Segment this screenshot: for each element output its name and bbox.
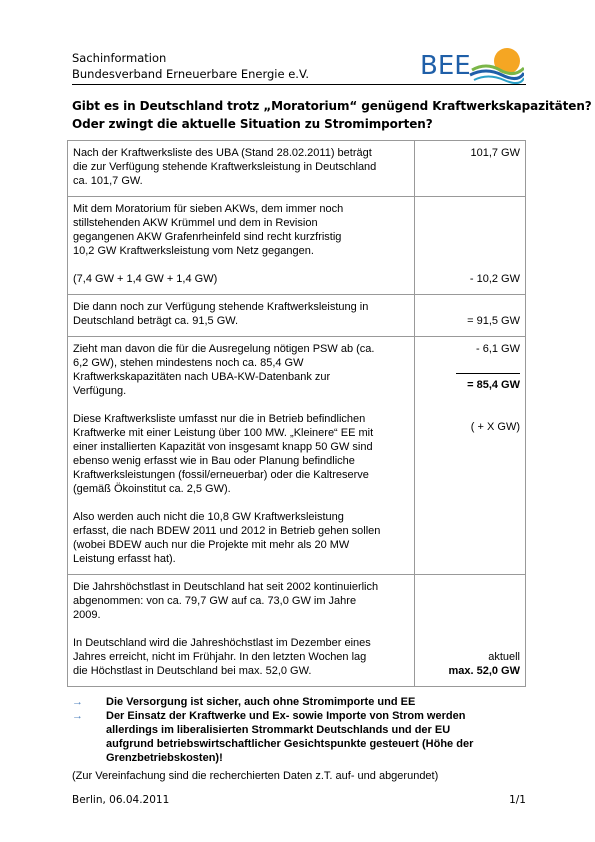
table-row [68,295,526,337]
text-line: Zieht man davon die für die Ausregelung nötigen PSW ab (ca. [73,343,375,355]
text-line: Kraftwerke mit einer Leistung über 100 MW. „Kleinere“ EE mit [73,427,374,439]
text-line: (7,4 GW + 1,4 GW + 1,4 GW) [73,273,218,285]
text-line: ebenso wenig erfasst wie in Bau oder Planung befindliche [73,455,355,467]
table-row [68,575,526,687]
row-text [68,575,415,687]
header-line-1: Sachinformation [72,51,167,65]
bee-logo [420,44,524,86]
arrow-right-icon: → [72,696,83,708]
text-line: Kraftwerkskapazitäten nach UBA-KW-Datenbank zur [73,371,331,383]
row-text [68,141,415,197]
header-divider [72,84,526,85]
text-line: Also werden auch nicht die 10,8 GW Kraftwerksleistung [73,511,344,523]
text-line: 10,2 GW Kraftwerksleistung vom Netz gegangen. [73,245,314,257]
text-line: 2009. [73,609,101,621]
text-line: Deutschland beträgt ca. 91,5 GW. [73,315,239,327]
document-title [72,97,592,133]
value-minus: - 10,2 GW [469,273,520,285]
text-line: Die Versorgung ist sicher, auch ohne Stromimporte und EE [106,696,416,708]
value-psw: - 6,1 GW [475,343,520,355]
value-label: aktuell [488,651,520,663]
text-line: In Deutschland wird die Jahreshöchstlast im Dezember eines [73,637,371,649]
text-line: stillstehenden AKW Krümmel und dem in Revision [73,217,318,229]
text-line: erfasst, die nach BDEW 2011 und 2012 in Betrieb gehen sollen [73,525,381,537]
value-sum: = 91,5 GW [467,315,520,327]
row-value [415,197,526,295]
text-line: Diese Kraftwerksliste umfasst nur die in Betrieb befindlichen [73,413,366,425]
row-text [68,337,415,575]
row-value: 101,7 GW [415,141,526,197]
footer-date: Berlin, 06.04.2011 [72,794,170,806]
capacity-table [67,140,526,687]
text-line: Grenzbetriebskosten)! [106,752,223,764]
text-line: gegangenen AKW Grafenrheinfeld sind recht kurzfristig [73,231,342,243]
text-line: Die Jahrshöchstlast in Deutschland hat seit 2002 kontinuierlich [73,581,379,593]
text-line: 6,2 GW), stehen mindestens noch ca. 85,4 GW [73,357,304,369]
list-item [72,709,526,765]
page-footer [72,794,526,806]
text-line: (gemäß Ökoinstitut ca. 2,5 GW). [73,483,231,495]
text-line: die Höchstlast in Deutschland bei max. 52,0 GW. [73,665,312,677]
text-line: Nach der Kraftwerksliste des UBA (Stand 28.02.2011) beträgt [73,147,372,159]
text-line: ca. 101,7 GW. [73,175,143,187]
title-line-1: Gibt es in Deutschland trotz „Moratorium“ genügend Kraftwerkskapazitäten? [72,99,592,113]
header-line-2: Bundesverband Erneuerbare Energie e.V. [72,67,309,81]
text-line: Kraftwerksleistungen (fossil/erneuerbar) oder die Kaltreserve [73,469,369,481]
text-line: Der Einsatz der Kraftwerke und Ex- sowie Importe von Strom werden [106,710,466,722]
text-line: (wobei BDEW auch nur die Projekte mit mehr als 20 MW [73,539,350,551]
row-text [68,295,415,337]
page-number: 1/1 [509,794,526,806]
logo-text: BEE [420,51,471,81]
table-row [68,337,526,575]
conclusion-list [72,695,526,765]
text-line: aufgrund betriebswirtschaftlicher Gesichtspunkte gesteuert (Höhe der [106,738,474,750]
text-line: Leistung erfasst hat). [73,553,176,565]
text-line: Mit dem Moratorium für sieben AKWs, dem immer noch [73,203,344,215]
text-line: allerdings im liberalisierten Strommarkt Deutschlands und der EU [106,724,451,736]
table-row [68,197,526,295]
value-peak-load: max. 52,0 GW [448,665,520,677]
table-row [68,141,526,197]
text-line: abgenommen: von ca. 79,7 GW auf ca. 73,0 GW im Jahre [73,595,357,607]
text-line: Jahres erreicht, nicht im Frühjahr. In den letzten Wochen lag [73,651,367,663]
value-extra: ( + X GW) [470,421,520,433]
text-line: Die dann noch zur Verfügung stehende Kraftwerksleistung in [73,301,369,313]
text-line: Verfügung. [73,385,127,397]
row-value [415,575,526,687]
row-value [415,337,526,575]
text-line: einer installierten Kapazität von insgesamt knapp 50 GW sind [73,441,373,453]
text-line: die zur Verfügung stehende Kraftwerksleistung in Deutschland [73,161,377,173]
value-available: = 85,4 GW [467,379,520,391]
row-value [415,295,526,337]
rounding-note: (Zur Vereinfachung sind die recherchierten Daten z.T. auf- und abgerundet) [72,770,439,782]
list-item [72,695,526,709]
title-line-2: Oder zwingt die aktuelle Situation zu Stromimporten? [72,117,433,131]
sum-rule [456,373,520,374]
row-text [68,197,415,295]
document-header [72,50,309,82]
arrow-right-icon: → [72,710,83,722]
